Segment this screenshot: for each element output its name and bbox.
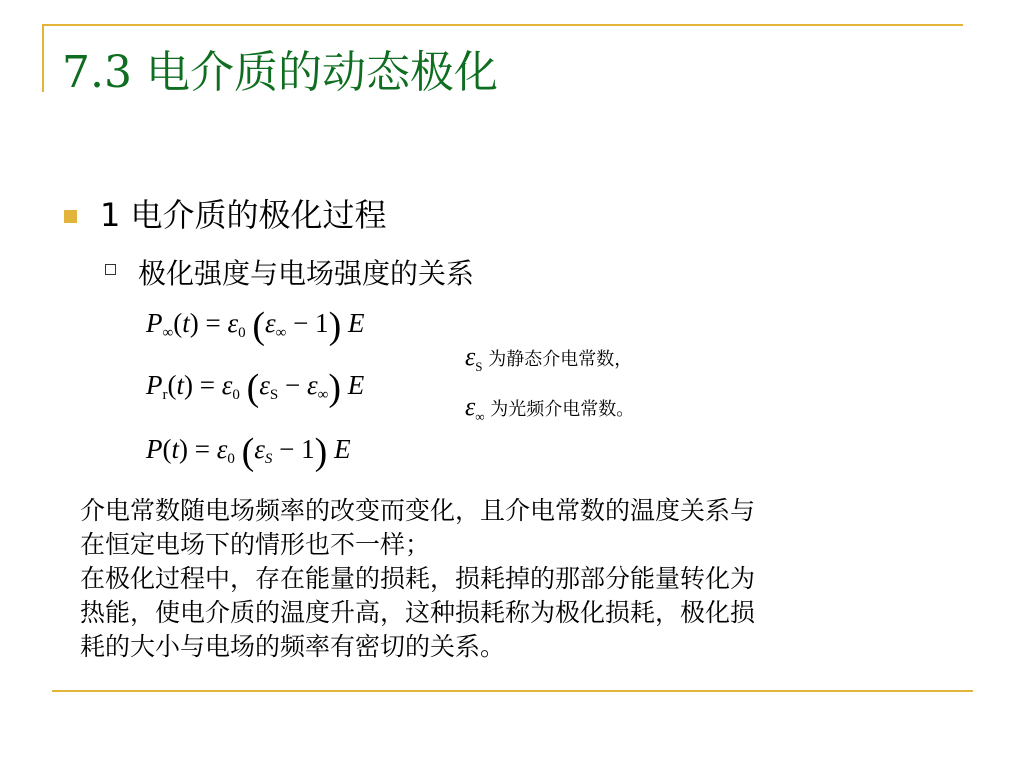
equation-p-total: $P(t) = \varepsilon_0$ $(\varepsilon_S - 1)$ E — [146, 431, 351, 473]
note-optical-text: 为光频介电常数。 — [490, 399, 635, 420]
equation-p-infinity: $P_\infty(t) = \varepsilon_0$ $(\varepsilon_\infty - 1)$ E — [146, 305, 365, 347]
slide-title: 7.3 电介质的动态极化 — [62, 47, 498, 98]
sub-bullet-text: 极化强度与电场强度的关系 — [138, 257, 475, 290]
bullet-heading: 1 电介质的极化过程 — [100, 196, 387, 234]
paragraph-line: 介电常数随电场频率的改变而变化，且介电常数的温度关系与 — [80, 496, 756, 525]
equation-p-r: $P_r(t) = \varepsilon_0$ $(\varepsilon_S - \varepsilon_\infty)$ E — [146, 367, 365, 409]
top-rule — [42, 24, 963, 26]
paragraph-line: 热能，使电介质的温度升高，这种损耗称为极化损耗，极化损 — [80, 598, 756, 627]
paragraph-line: 在恒定电场下的情形也不一样； — [80, 530, 431, 559]
note-optical-permittivity: $\varepsilon_\infty$ 为光频介电常数。 — [465, 392, 635, 425]
paragraph-line: 耗的大小与电场的频率有密切的关系。 — [80, 632, 506, 661]
square-bullet-icon — [64, 210, 77, 223]
bottom-rule — [52, 690, 973, 692]
left-rule — [42, 24, 44, 92]
note-static-text: 为静态介电常数， — [488, 349, 633, 370]
hollow-square-bullet-icon — [105, 264, 116, 275]
body-paragraph — [80, 494, 940, 664]
note-static-permittivity: $\varepsilon_S$ 为静态介电常数， — [465, 342, 633, 375]
paragraph-line: 在极化过程中，存在能量的损耗，损耗掉的那部分能量转化为 — [80, 564, 756, 593]
